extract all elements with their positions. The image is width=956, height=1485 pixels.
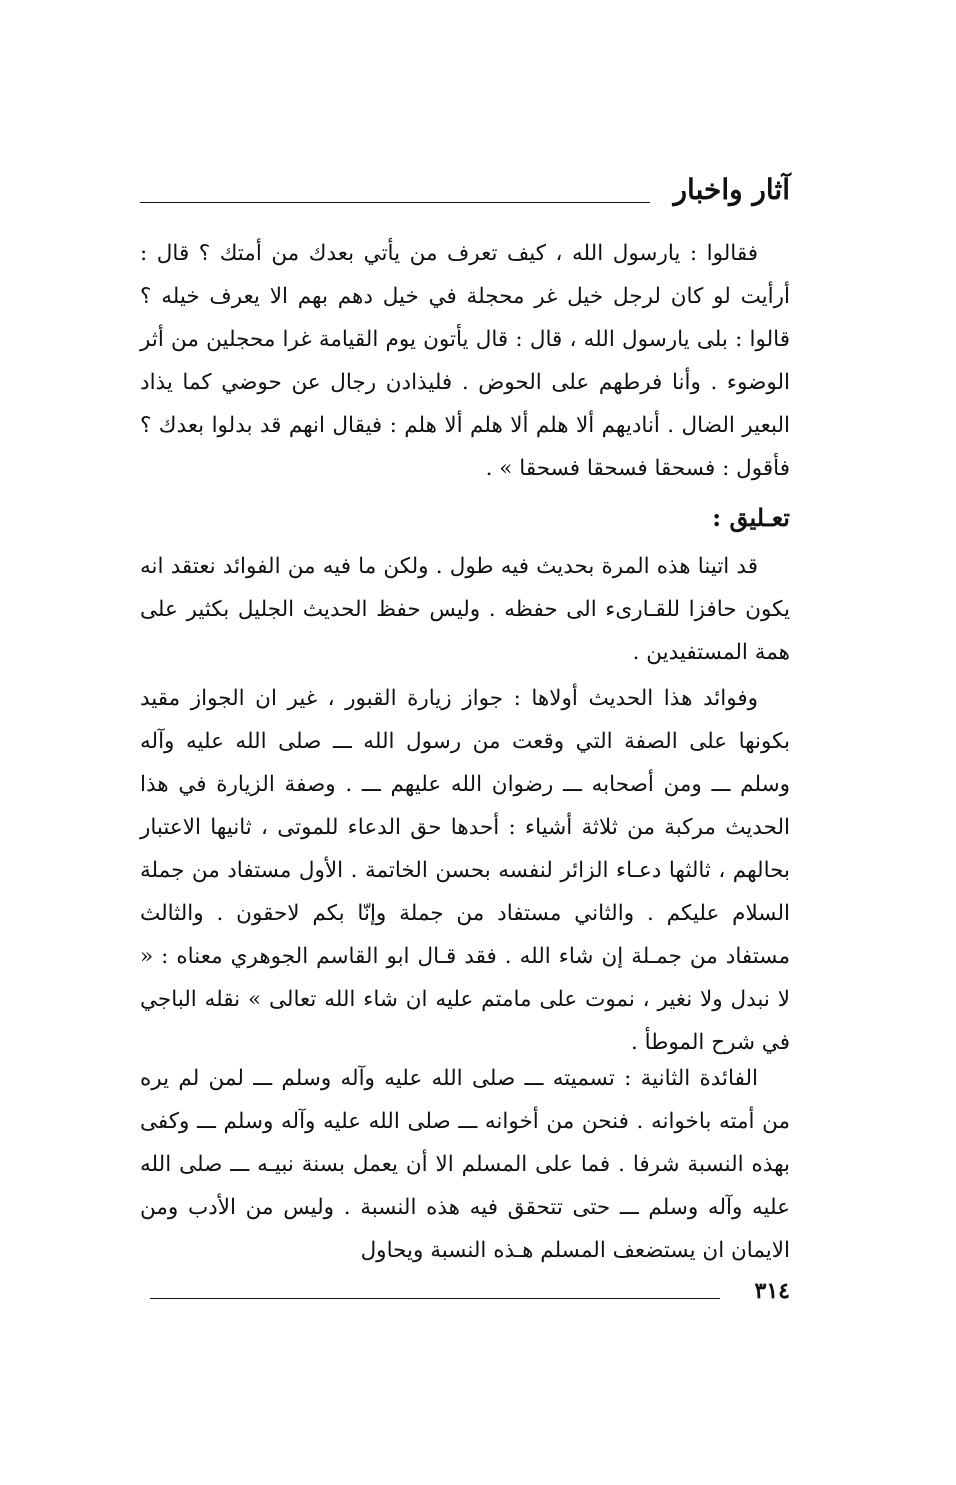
paragraph-text: فقالوا : يارسول الله ، كيف تعرف من يأتي بعدك من أمتك ؟ قال : أرأيت لو كان لرجل خيل غر محجلة في خيل دهم بهم الا يعرف خيله ؟ قالوا : بلى يارسول الله ، قال : قال يأتون يوم القيامة غرا محجلين من أثر الوضوء . وأنا فرطهم على الحوض . فليذادن رجال عن حوضي كما يذاد البعير الضال . أناديهم ألا هلم ألا هلم ألا هلم : فيقال انهم قد بدلوا بعدك ؟ فأقول : فسحقا فسحقا فسحقا » .	[140, 241, 790, 481]
footer-rule	[150, 1298, 720, 1299]
paragraph-comment-intro	[140, 545, 790, 674]
paragraph-second-benefit	[140, 1057, 790, 1272]
paragraph-first-benefit	[140, 677, 790, 1064]
page-number: ٣١٤	[754, 1278, 790, 1304]
header-rule	[140, 202, 650, 203]
paragraph-text: وفوائد هذا الحديث أولاها : جواز زيارة القبور ، غير ان الجواز مقيد بكونها على الصفة التي وقعت من رسول الله ـــ صلى الله عليه وآله وسلم ـــ ومن أصحابه ـــ رضوان الله عليهم ـــ . وصفة الزيارة في هذا الحديث مركبة من ثلاثة أشياء : أحدها حق الدعاء للموتى ، ثانيها الاعتبار بحالهم ، ثالثها دعـاء الزائر لنفسه بحسن الخاتمة . الأول مستفاد من جملة السلام عليكم . والثاني مستفاد من جملة وإنّا بكم لاحقون . والثالث مستفاد من جمـلة إن شاء الله . فقد قـال ابو القاسم الجوهري معناه : « لا نبدل ولا نغير ، نموت على مامتم عليه ان شاء الله تعالى » نقله الباجي في شرح الموطأ .	[140, 686, 790, 1055]
page-footer	[150, 1276, 790, 1310]
header-title: آثار واخبار	[673, 173, 790, 206]
paragraph-text: قد اتينا هذه المرة بحديث فيه طول . ولكن ما فيه من الفوائد نعتقد انه يكون حافزا للقـارىء الى حفظه . وليس حفظ الحديث الجليل بكثير على همة المستفيدين .	[140, 554, 790, 665]
paragraph-hadith-ending	[140, 232, 790, 490]
paragraph-text: الفائدة الثانية : تسميته ـــ صلى الله عليه وآله وسلم ـــ لمن لم يره من أمته باخوانه . فنحن من أخوانه ـــ صلى الله عليه وآله وسلم ـــ وكفى بهذه النسبة شرفا . فما على المسلم الا أن يعمل بسنة نبيـه ـــ صلى الله عليه وآله وسلم ـــ حتى تتحقق فيه هذه النسبة . وليس من الأدب ومن الايمان ان يستضعف المسلم هـذه النسبة ويحاول	[140, 1066, 790, 1263]
running-header	[140, 172, 790, 212]
section-heading-comment: تعـليق :	[712, 503, 790, 532]
